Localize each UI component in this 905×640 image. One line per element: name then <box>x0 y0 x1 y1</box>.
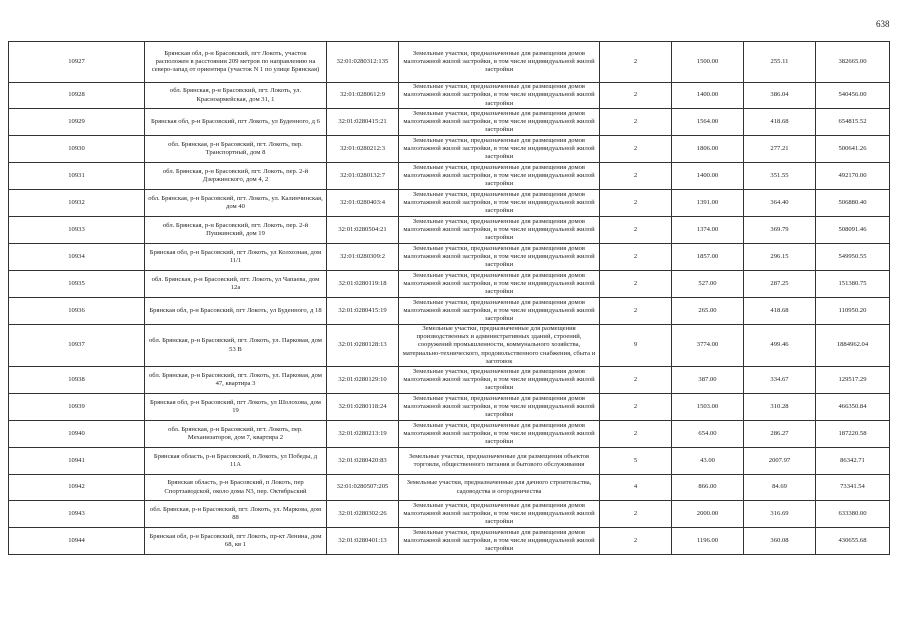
land-use-cell: Земельные участки, предназначенные для размещения домов малоэтажной жилой застройки, в том числе индивидуальной жилой застройки <box>399 109 600 136</box>
land-use-cell: Земельные участки, предназначенные для размещения домов малоэтажной жилой застройки, в том числе индивидуальной жилой застройки <box>399 190 600 217</box>
specific-value-cell: 360.08 <box>744 528 816 555</box>
address-cell: обл. Брянская, р-н Брасовский, пгт. Локоть, ул. Красноармейская, дом 31, 1 <box>145 83 327 109</box>
specific-value-cell: 255.11 <box>744 42 816 83</box>
specific-value-cell: 499.46 <box>744 325 816 367</box>
land-use-cell: Земельные участки, предназначенные для размещения домов малоэтажной жилой застройки, в том числе индивидуальной жилой застройки <box>399 136 600 163</box>
cadastral-number-cell: 32:01:0280401:13 <box>327 528 399 555</box>
table-row <box>9 190 890 217</box>
address-cell: Брянская область, р-н Брасовский, п Локоть, пер Спортзаводской, около дома N3, пер. Октябрьский <box>145 475 327 501</box>
cadastral-value-cell: 129517.29 <box>816 367 890 394</box>
land-use-cell: Земельные участки, предназначенные для размещения домов малоэтажной жилой застройки, в том числе индивидуальной жилой застройки <box>399 83 600 109</box>
address-cell: обл. Брянская, р-н Брасовский, пгт. Локоть, ул. Маркова, дом 88 <box>145 501 327 528</box>
specific-value-cell: 310.28 <box>744 394 816 421</box>
cadastral-value-cell: 86342.71 <box>816 448 890 475</box>
use-group-cell: 2 <box>600 421 672 448</box>
table-row <box>9 163 890 190</box>
land-use-cell: Земельные участки, предназначенные для размещения производственных и административных зданий, строений, сооружений промышленности, коммунального хозяйства, материально-технического, продовольственного снабжения, сбыта и заготовок <box>399 325 600 367</box>
row-number-cell: 10939 <box>9 394 145 421</box>
table-row <box>9 83 890 109</box>
row-number-cell: 10933 <box>9 217 145 244</box>
row-number-cell: 10928 <box>9 83 145 109</box>
cadastral-value-cell: 73341.54 <box>816 475 890 501</box>
use-group-cell: 2 <box>600 42 672 83</box>
use-group-cell: 2 <box>600 394 672 421</box>
area-cell: 1391.00 <box>672 190 744 217</box>
area-cell: 2000.00 <box>672 501 744 528</box>
cadastral-number-cell: 32:01:0280504:21 <box>327 217 399 244</box>
address-cell: Брянская обл, р-н Брасовский, пгт Локоть, ул Буденного, д 18 <box>145 298 327 325</box>
specific-value-cell: 351.55 <box>744 163 816 190</box>
cadastral-value-cell: 506880.40 <box>816 190 890 217</box>
cadastral-number-cell: 32:01:0280213:19 <box>327 421 399 448</box>
area-cell: 866.00 <box>672 475 744 501</box>
table-row <box>9 367 890 394</box>
address-cell: обл. Брянская, р-н Брасовский, пгт. Локоть, ул. Калинчинская, дом 40 <box>145 190 327 217</box>
row-number-cell: 10940 <box>9 421 145 448</box>
specific-value-cell: 2007.97 <box>744 448 816 475</box>
table-row <box>9 325 890 367</box>
area-cell: 3774.00 <box>672 325 744 367</box>
row-number-cell: 10934 <box>9 244 145 271</box>
specific-value-cell: 286.27 <box>744 421 816 448</box>
row-number-cell: 10936 <box>9 298 145 325</box>
use-group-cell: 2 <box>600 83 672 109</box>
use-group-cell: 2 <box>600 244 672 271</box>
row-number-cell: 10927 <box>9 42 145 83</box>
land-use-cell: Земельные участки, предназначенные для размещения домов малоэтажной жилой застройки, в том числе индивидуальной жилой застройки <box>399 501 600 528</box>
area-cell: 1400.00 <box>672 83 744 109</box>
area-cell: 1857.00 <box>672 244 744 271</box>
cadastral-value-cell: 508091.46 <box>816 217 890 244</box>
row-number-cell: 10937 <box>9 325 145 367</box>
address-cell: Брянская обл, р-н Брасовский, пгт Локоть, ул Буденного, д 6 <box>145 109 327 136</box>
cadastral-value-cell: 540456.00 <box>816 83 890 109</box>
address-cell: Брянская обл, р-н Брасовский, пгт Локоть, пр-кт Ленина, дом 68, кв 1 <box>145 528 327 555</box>
row-number-cell: 10935 <box>9 271 145 298</box>
use-group-cell: 5 <box>600 448 672 475</box>
specific-value-cell: 84.69 <box>744 475 816 501</box>
area-cell: 1564.00 <box>672 109 744 136</box>
address-cell: обл. Брянская, р-н Брасовский, пгт. Локоть, пер. Механизаторов, дом 7, квартира 2 <box>145 421 327 448</box>
use-group-cell: 2 <box>600 190 672 217</box>
address-cell: Брянская обл, р-н Брасовский, пгт Локоть, ул Колхозная, дом 11/1 <box>145 244 327 271</box>
land-use-cell: Земельные участки, предназначенные для размещения домов малоэтажной жилой застройки, в том числе индивидуальной жилой застройки <box>399 421 600 448</box>
land-use-cell: Земельные участки, предназначенные для размещения домов малоэтажной жилой застройки, в том числе индивидуальной жилой застройки <box>399 367 600 394</box>
area-cell: 387.00 <box>672 367 744 394</box>
specific-value-cell: 418.68 <box>744 109 816 136</box>
land-use-cell: Земельные участки, предназначенные для дачного строительства, садоводства и огородничества <box>399 475 600 501</box>
table-row <box>9 298 890 325</box>
row-number-cell: 10929 <box>9 109 145 136</box>
cadastral-value-cell: 151380.75 <box>816 271 890 298</box>
address-cell: обл. Брянская, р-н Брасовский, пгт. Локоть, пер. Транспортный, дом 8 <box>145 136 327 163</box>
area-cell: 1500.00 <box>672 42 744 83</box>
address-cell: Брянская обл, р-н Брасовский, пгт Локоть, ул Шолохова, дом 19 <box>145 394 327 421</box>
cadastral-value-cell: 654815.52 <box>816 109 890 136</box>
land-use-cell: Земельные участки, предназначенные для размещения домов малоэтажной жилой застройки, в том числе индивидуальной жилой застройки <box>399 163 600 190</box>
specific-value-cell: 386.04 <box>744 83 816 109</box>
table-row <box>9 421 890 448</box>
area-cell: 265.00 <box>672 298 744 325</box>
use-group-cell: 2 <box>600 109 672 136</box>
cadastral-number-cell: 32:01:0280212:3 <box>327 136 399 163</box>
area-cell: 43.00 <box>672 448 744 475</box>
use-group-cell: 2 <box>600 163 672 190</box>
use-group-cell: 2 <box>600 136 672 163</box>
row-number-cell: 10938 <box>9 367 145 394</box>
land-use-cell: Земельные участки, предназначенные для размещения домов малоэтажной жилой застройки, в том числе индивидуальной жилой застройки <box>399 217 600 244</box>
cadastral-value-cell: 430655.68 <box>816 528 890 555</box>
cadastral-number-cell: 32:01:0280132:7 <box>327 163 399 190</box>
specific-value-cell: 364.40 <box>744 190 816 217</box>
use-group-cell: 2 <box>600 528 672 555</box>
area-cell: 1196.00 <box>672 528 744 555</box>
specific-value-cell: 418.68 <box>744 298 816 325</box>
cadastral-value-cell: 110950.20 <box>816 298 890 325</box>
cadastral-value-cell: 500641.26 <box>816 136 890 163</box>
cadastral-value-cell: 187220.58 <box>816 421 890 448</box>
land-use-cell: Земельные участки, предназначенные для размещения домов малоэтажной жилой застройки, в том числе индивидуальной жилой застройки <box>399 394 600 421</box>
cadastral-value-cell: 492170.00 <box>816 163 890 190</box>
use-group-cell: 2 <box>600 501 672 528</box>
use-group-cell: 9 <box>600 325 672 367</box>
specific-value-cell: 369.79 <box>744 217 816 244</box>
cadastral-number-cell: 32:01:0280118:24 <box>327 394 399 421</box>
address-cell: обл. Брянская, р-н Брасовский, пгт. Локоть, пер. 2-й Дзержинского, дом 4, 2 <box>145 163 327 190</box>
table-row <box>9 475 890 501</box>
table-row <box>9 501 890 528</box>
address-cell: Брянская область, р-н Брасовский, п Локоть, ул Победы, д 11А <box>145 448 327 475</box>
table-row <box>9 394 890 421</box>
cadastral-number-cell: 32:01:0280420:83 <box>327 448 399 475</box>
row-number-cell: 10943 <box>9 501 145 528</box>
use-group-cell: 2 <box>600 271 672 298</box>
area-cell: 1374.00 <box>672 217 744 244</box>
cadastral-value-cell: 382665.00 <box>816 42 890 83</box>
land-use-cell: Земельные участки, предназначенные для размещения домов малоэтажной жилой застройки, в том числе индивидуальной жилой застройки <box>399 528 600 555</box>
table-row <box>9 271 890 298</box>
area-cell: 527.00 <box>672 271 744 298</box>
specific-value-cell: 277.21 <box>744 136 816 163</box>
address-cell: обл. Брянская, р-н Брасовский, пгт. Локоть, ул Чапаева, дом 12а <box>145 271 327 298</box>
use-group-cell: 2 <box>600 298 672 325</box>
row-number-cell: 10944 <box>9 528 145 555</box>
row-number-cell: 10942 <box>9 475 145 501</box>
row-number-cell: 10931 <box>9 163 145 190</box>
land-use-cell: Земельные участки, предназначенные для размещения домов малоэтажной жилой застройки, в том числе индивидуальной жилой застройки <box>399 42 600 83</box>
row-number-cell: 10930 <box>9 136 145 163</box>
specific-value-cell: 334.67 <box>744 367 816 394</box>
cadastral-number-cell: 32:01:0280403:4 <box>327 190 399 217</box>
use-group-cell: 4 <box>600 475 672 501</box>
page-number: 638 <box>876 19 890 29</box>
table-row <box>9 244 890 271</box>
cadastral-number-cell: 32:01:0280612:9 <box>327 83 399 109</box>
area-cell: 1503.00 <box>672 394 744 421</box>
cadastral-value-table <box>8 41 890 555</box>
cadastral-number-cell: 32:01:0280129:10 <box>327 367 399 394</box>
cadastral-number-cell: 32:01:0280312:135 <box>327 42 399 83</box>
cadastral-number-cell: 32:01:0280415:21 <box>327 109 399 136</box>
cadastral-value-cell: 633380.00 <box>816 501 890 528</box>
specific-value-cell: 296.15 <box>744 244 816 271</box>
address-cell: обл. Брянская, р-н Брасовский, пгт. Локоть, пер. 2-й Пушкинский, дом 19 <box>145 217 327 244</box>
table-row <box>9 136 890 163</box>
cadastral-number-cell: 32:01:0280415:19 <box>327 298 399 325</box>
table-row <box>9 448 890 475</box>
address-cell: обл. Брянская, р-н Брасовский, пгт. Локоть, ул. Парковая, дом 53 В <box>145 325 327 367</box>
use-group-cell: 2 <box>600 217 672 244</box>
area-cell: 654.00 <box>672 421 744 448</box>
cadastral-number-cell: 32:01:0280119:18 <box>327 271 399 298</box>
address-cell: Брянская обл, р-н Брасовский, пгт Локоть, участок расположен в расстоянии 209 метров по направлению на северо-запад от ориентира (участок N 1 по улице Брянская) <box>145 42 327 83</box>
cadastral-value-cell: 549950.55 <box>816 244 890 271</box>
land-use-cell: Земельные участки, предназначенные для размещения домов малоэтажной жилой застройки, в том числе индивидуальной жилой застройки <box>399 271 600 298</box>
row-number-cell: 10941 <box>9 448 145 475</box>
cadastral-number-cell: 32:01:0280302:26 <box>327 501 399 528</box>
cadastral-number-cell: 32:01:0280128:13 <box>327 325 399 367</box>
table-row <box>9 217 890 244</box>
area-cell: 1400.00 <box>672 163 744 190</box>
table-row <box>9 528 890 555</box>
use-group-cell: 2 <box>600 367 672 394</box>
land-use-cell: Земельные участки, предназначенные для размещения домов малоэтажной жилой застройки, в том числе индивидуальной жилой застройки <box>399 298 600 325</box>
cadastral-value-cell: 466350.84 <box>816 394 890 421</box>
address-cell: обл. Брянская, р-н Брасовский, пгт. Локоть, ул. Парковая, дом 47, квартира 3 <box>145 367 327 394</box>
cadastral-number-cell: 32:01:0280507:205 <box>327 475 399 501</box>
row-number-cell: 10932 <box>9 190 145 217</box>
specific-value-cell: 287.25 <box>744 271 816 298</box>
area-cell: 1806.00 <box>672 136 744 163</box>
land-use-cell: Земельные участки, предназначенные для размещения объектов торговли, общественного питания и бытового обслуживания <box>399 448 600 475</box>
land-use-cell: Земельные участки, предназначенные для размещения домов малоэтажной жилой застройки, в том числе индивидуальной жилой застройки <box>399 244 600 271</box>
table-row <box>9 109 890 136</box>
specific-value-cell: 316.69 <box>744 501 816 528</box>
table-row <box>9 42 890 83</box>
cadastral-value-cell: 1884962.04 <box>816 325 890 367</box>
cadastral-number-cell: 32:01:0280309:2 <box>327 244 399 271</box>
